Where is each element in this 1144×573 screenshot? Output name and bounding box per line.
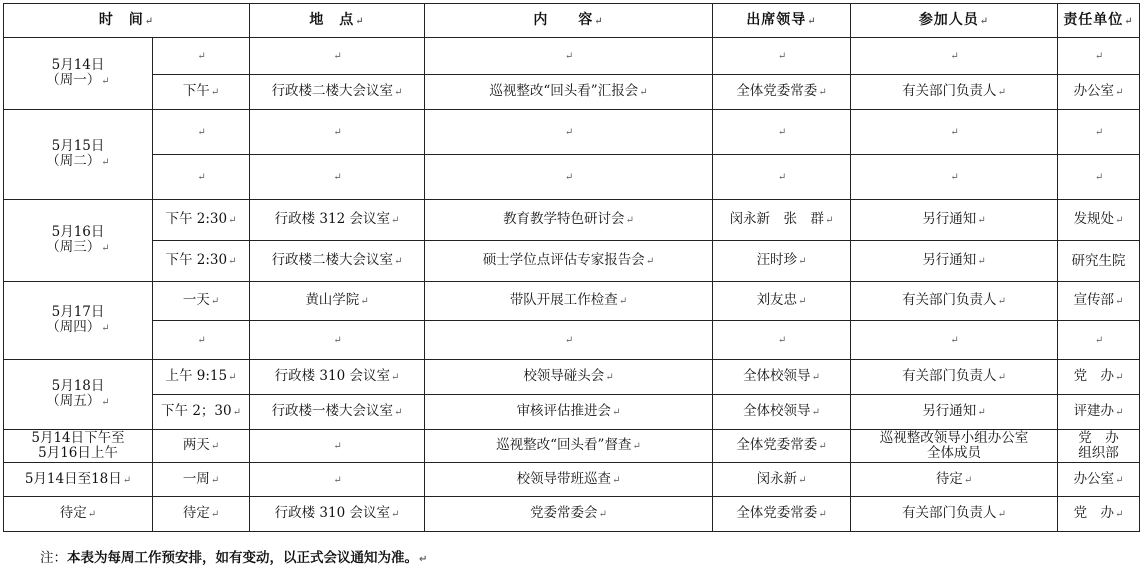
day-cell-mon: 5月14日 （周一）↵ — [4, 38, 153, 110]
unit-cell: ↵ — [1058, 321, 1140, 360]
time-cell: 两天↵ — [153, 430, 250, 463]
place-cell: ↵ — [250, 38, 425, 75]
content-cell: ↵ — [425, 38, 713, 75]
header-content: 内 容↵ — [425, 4, 713, 38]
leader-cell: 全体校领导↵ — [713, 360, 851, 395]
participants-cell: 另行通知↵ — [851, 241, 1058, 282]
participants-cell: 待定↵ — [851, 463, 1058, 497]
participants-cell: 有关部门负责人↵ — [851, 282, 1058, 321]
day-cell-thu: 5月17日 （周四）↵ — [4, 282, 153, 360]
leader-cell: 闵永新 张 群↵ — [713, 200, 851, 241]
unit-cell: 宣传部↵ — [1058, 282, 1140, 321]
footnote-text: 本表为每周工作预安排，如有变动，以正式会议通知为准。 — [67, 550, 418, 566]
content-cell: 巡视整改“回头看”汇报会↵ — [425, 75, 713, 110]
table-row — [4, 75, 1140, 110]
table-row — [4, 463, 1140, 497]
content-cell: ↵ — [425, 155, 713, 200]
time-cell: 下午 2:30↵ — [153, 200, 250, 241]
table-row — [4, 155, 1140, 200]
leader-cell: 刘友忠↵ — [713, 282, 851, 321]
day-cell-tbd: 待定↵ — [4, 497, 153, 532]
participants-cell: ↵ — [851, 321, 1058, 360]
time-cell: 下午 2:30↵ — [153, 241, 250, 282]
schedule-table — [3, 3, 1140, 532]
participants-cell: ↵ — [851, 38, 1058, 75]
participants-cell: 另行通知↵ — [851, 395, 1058, 430]
leader-cell: 全体党委常委↵ — [713, 430, 851, 463]
time-cell: ↵ — [153, 321, 250, 360]
unit-cell: ↵ — [1058, 110, 1140, 155]
header-leader: 出席领导↵ — [713, 4, 851, 38]
time-cell: 下午↵ — [153, 75, 250, 110]
place-cell: ↵ — [250, 430, 425, 463]
table-row — [4, 282, 1140, 321]
place-cell: ↵ — [250, 110, 425, 155]
unit-cell: 党 办 组织部 — [1058, 430, 1140, 463]
time-cell: ↵ — [153, 155, 250, 200]
leader-cell: ↵ — [713, 321, 851, 360]
day-cell-range-1: 5月14日下午至 5月16日上午 — [4, 430, 153, 463]
leader-cell: ↵ — [713, 38, 851, 75]
leader-cell: 全体党委常委↵ — [713, 497, 851, 532]
participants-cell: 巡视整改领导小组办公室 全体成员 — [851, 430, 1058, 463]
table-row — [4, 321, 1140, 360]
footnote: 注：本表为每周工作预安排，如有变动，以正式会议通知为准。↵ — [40, 550, 428, 566]
table-row — [4, 241, 1140, 282]
unit-cell: 研究生院 — [1058, 241, 1140, 282]
participants-cell: ↵ — [851, 110, 1058, 155]
place-cell: ↵ — [250, 463, 425, 497]
place-cell: 行政楼二楼大会议室↵ — [250, 241, 425, 282]
content-cell: 教育教学特色研讨会↵ — [425, 200, 713, 241]
unit-cell: ↵ — [1058, 155, 1140, 200]
unit-cell: 发规处↵ — [1058, 200, 1140, 241]
header-place: 地 点↵ — [250, 4, 425, 38]
place-cell: ↵ — [250, 321, 425, 360]
header-unit: 责任单位↵ — [1058, 4, 1140, 38]
content-cell: 硕士学位点评估专家报告会↵ — [425, 241, 713, 282]
leader-cell: 闵永新↵ — [713, 463, 851, 497]
participants-cell: 有关部门负责人↵ — [851, 497, 1058, 532]
time-cell: 一天↵ — [153, 282, 250, 321]
leader-cell: 汪时珍↵ — [713, 241, 851, 282]
table-row — [4, 38, 1140, 75]
table-row — [4, 430, 1140, 463]
place-cell: 行政楼 310 会议室↵ — [250, 497, 425, 532]
participants-cell: 有关部门负责人↵ — [851, 75, 1058, 110]
time-cell: 一周↵ — [153, 463, 250, 497]
content-cell: ↵ — [425, 110, 713, 155]
place-cell: 黄山学院↵ — [250, 282, 425, 321]
time-cell: ↵ — [153, 38, 250, 75]
table-row — [4, 110, 1140, 155]
content-cell: 党委常委会↵ — [425, 497, 713, 532]
participants-cell: ↵ — [851, 155, 1058, 200]
day-cell-fri: 5月18日 （周五）↵ — [4, 360, 153, 430]
leader-cell: ↵ — [713, 155, 851, 200]
day-cell-range-2: 5月14日至18日↵ — [4, 463, 153, 497]
header-participants: 参加人员↵ — [851, 4, 1058, 38]
header-time: 时 间↵ — [4, 4, 250, 38]
unit-cell: 办公室↵ — [1058, 463, 1140, 497]
unit-cell: 办公室↵ — [1058, 75, 1140, 110]
unit-cell: ↵ — [1058, 38, 1140, 75]
place-cell: 行政楼 310 会议室↵ — [250, 360, 425, 395]
table-row — [4, 200, 1140, 241]
time-cell: 上午 9:15↵ — [153, 360, 250, 395]
place-cell: 行政楼一楼大会议室↵ — [250, 395, 425, 430]
participants-cell: 有关部门负责人↵ — [851, 360, 1058, 395]
leader-cell: 全体党委常委↵ — [713, 75, 851, 110]
leader-cell: ↵ — [713, 110, 851, 155]
place-cell: ↵ — [250, 155, 425, 200]
content-cell: 带队开展工作检查↵ — [425, 282, 713, 321]
content-cell: 审核评估推进会↵ — [425, 395, 713, 430]
participants-cell: 另行通知↵ — [851, 200, 1058, 241]
time-cell: 下午 2；30↵ — [153, 395, 250, 430]
time-cell: 待定↵ — [153, 497, 250, 532]
time-cell: ↵ — [153, 110, 250, 155]
day-cell-wed: 5月16日 （周三）↵ — [4, 200, 153, 282]
place-cell: 行政楼 312 会议室↵ — [250, 200, 425, 241]
table-row — [4, 497, 1140, 532]
footnote-label: 注： — [40, 550, 67, 566]
table-row — [4, 395, 1140, 430]
leader-cell: 全体校领导↵ — [713, 395, 851, 430]
header-row — [4, 4, 1140, 38]
content-cell: 校领导碰头会↵ — [425, 360, 713, 395]
table-row — [4, 360, 1140, 395]
day-cell-tue: 5月15日 （周二）↵ — [4, 110, 153, 200]
content-cell: 巡视整改“回头看”督查↵ — [425, 430, 713, 463]
unit-cell: 党 办↵ — [1058, 360, 1140, 395]
content-cell: 校领导带班巡查↵ — [425, 463, 713, 497]
unit-cell: 评建办↵ — [1058, 395, 1140, 430]
place-cell: 行政楼二楼大会议室↵ — [250, 75, 425, 110]
content-cell: ↵ — [425, 321, 713, 360]
unit-cell: 党 办↵ — [1058, 497, 1140, 532]
